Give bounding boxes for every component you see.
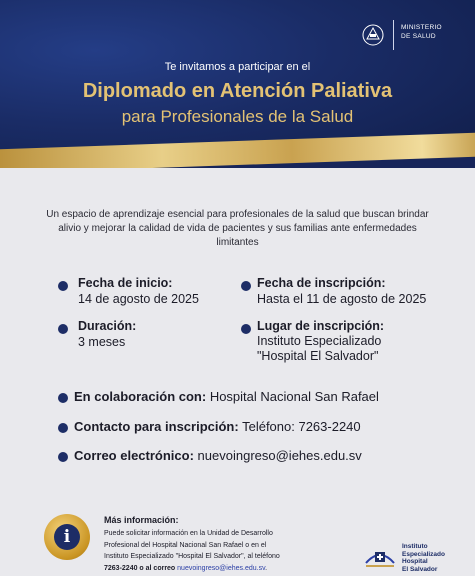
bullet-icon xyxy=(58,423,68,433)
collaboration-row xyxy=(74,389,379,404)
info-badge-icon xyxy=(44,514,90,560)
info-icon: i xyxy=(54,524,80,550)
start-date-value: 14 de agosto de 2025 xyxy=(78,292,199,306)
registration-place-label: Lugar de inscripción: xyxy=(257,319,385,333)
bullet-icon xyxy=(58,324,68,334)
contact-row xyxy=(74,419,361,434)
header-banner xyxy=(0,0,475,168)
logo-divider xyxy=(393,20,394,50)
email-value: nuevoingreso@iehes.edu.sv xyxy=(197,448,362,463)
email-label: Correo electrónico: xyxy=(74,448,194,463)
bullet-icon xyxy=(58,281,68,291)
contact-phone: Teléfono: 7263-2240 xyxy=(242,419,361,434)
start-date-label: Fecha de inicio: xyxy=(78,276,173,290)
collaboration-label: En colaboración con: xyxy=(74,389,207,404)
invite-text: Te invitamos a participar en el xyxy=(164,61,311,73)
registration-place-value: Instituto Especializado "Hospital El Salvador" xyxy=(257,334,382,363)
email-row xyxy=(74,448,362,463)
course-description: Un espacio de aprendizaje esencial para profesionales de la salud que buscan brindar alivio y mejorar la calidad de vida de pacientes y sus familias ante enfermedades limitantes xyxy=(46,209,429,248)
more-info-text: Puede solicitar información en la Unidad de Desarrollo Profesional del Hospital Nacional San Rafael o en el Instituto Especializado "Hospital El Salvador", al teléfono 7263-2240 o al correo nuevoingreso@iehes.edu.sv. xyxy=(104,530,280,572)
bullet-icon xyxy=(241,324,251,334)
bullet-icon xyxy=(241,281,251,291)
hospital-logo-text: Instituto Especializado Hospital El Salvador xyxy=(402,543,445,573)
registration-date-label: Fecha de inscripción: xyxy=(257,276,386,290)
more-info-email: nuevoingreso@iehes.edu.sv xyxy=(177,564,266,572)
ministry-name: MINISTERIO DE SALUD xyxy=(401,24,442,40)
government-seal-icon xyxy=(362,24,384,46)
duration-value: 3 meses xyxy=(78,335,126,349)
bullet-icon xyxy=(58,393,68,403)
more-info-title: Más información: xyxy=(104,515,179,525)
course-title: Diplomado en Atención Paliativa xyxy=(82,80,393,102)
course-subtitle: para Profesionales de la Salud xyxy=(121,107,354,126)
hospital-logo-icon xyxy=(362,543,398,571)
contact-label: Contacto para inscripción: xyxy=(74,419,239,434)
registration-date-value: Hasta el 11 de agosto de 2025 xyxy=(257,292,427,306)
duration-label: Duración: xyxy=(78,319,137,333)
collaboration-value: Hospital Nacional San Rafael xyxy=(209,389,379,404)
bullet-icon xyxy=(58,452,68,462)
